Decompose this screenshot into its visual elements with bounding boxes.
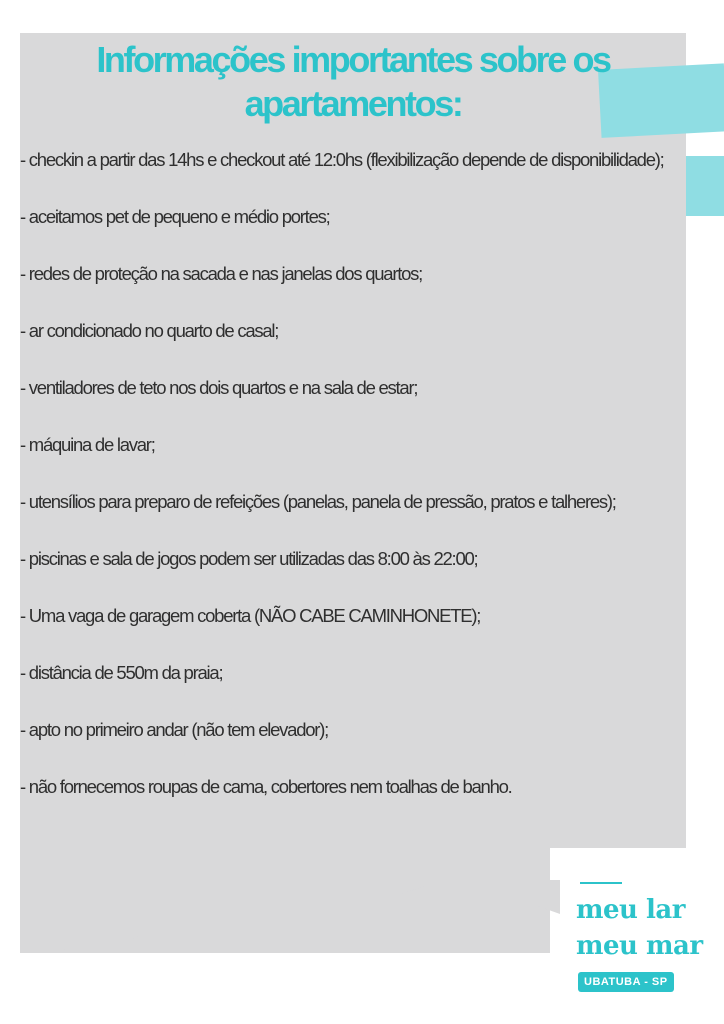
list-item: - não fornecemos roupas de cama, cobertores nem toalhas de banho. xyxy=(20,776,512,797)
torn-paper-edge xyxy=(20,880,560,960)
list-item: - piscinas e sala de jogos podem ser utilizadas das 8:00 às 22:00; xyxy=(20,548,478,569)
info-list xyxy=(20,146,684,830)
list-item: - aceitamos pet de pequeno e médio portes; xyxy=(20,206,330,227)
list-item: - máquina de lavar; xyxy=(20,434,155,455)
logo-line-1: meu lar xyxy=(576,895,685,925)
logo-rule xyxy=(580,882,622,884)
list-item: - Uma vaga de garagem coberta (NÃO CABE CAMINHONETE); xyxy=(20,605,481,626)
list-item: - utensílios para preparo de refeições (panelas, panela de pressão, pratos e talheres); xyxy=(20,491,616,512)
logo-line-2: meu mar xyxy=(576,931,703,961)
tape-strip-side xyxy=(686,156,724,216)
title-line-1: Informações importantes sobre os xyxy=(96,39,610,80)
title-line-2: apartamentos: xyxy=(244,83,462,124)
page-title xyxy=(20,38,686,126)
brand-logo xyxy=(576,880,716,1000)
list-item: - ventiladores de teto nos dois quartos e na sala de estar; xyxy=(20,377,418,398)
location-badge: UBATUBA - SP xyxy=(578,972,674,992)
list-item: - ar condicionado no quarto de casal; xyxy=(20,320,279,341)
list-item: - redes de proteção na sacada e nas janelas dos quartos; xyxy=(20,263,423,284)
list-item: - checkin a partir das 14hs e checkout até 12:0hs (flexibilização depende de disponibilidade); xyxy=(20,149,664,170)
list-item: - apto no primeiro andar (não tem elevador); xyxy=(20,719,328,740)
list-item: - distância de 550m da praia; xyxy=(20,662,223,683)
